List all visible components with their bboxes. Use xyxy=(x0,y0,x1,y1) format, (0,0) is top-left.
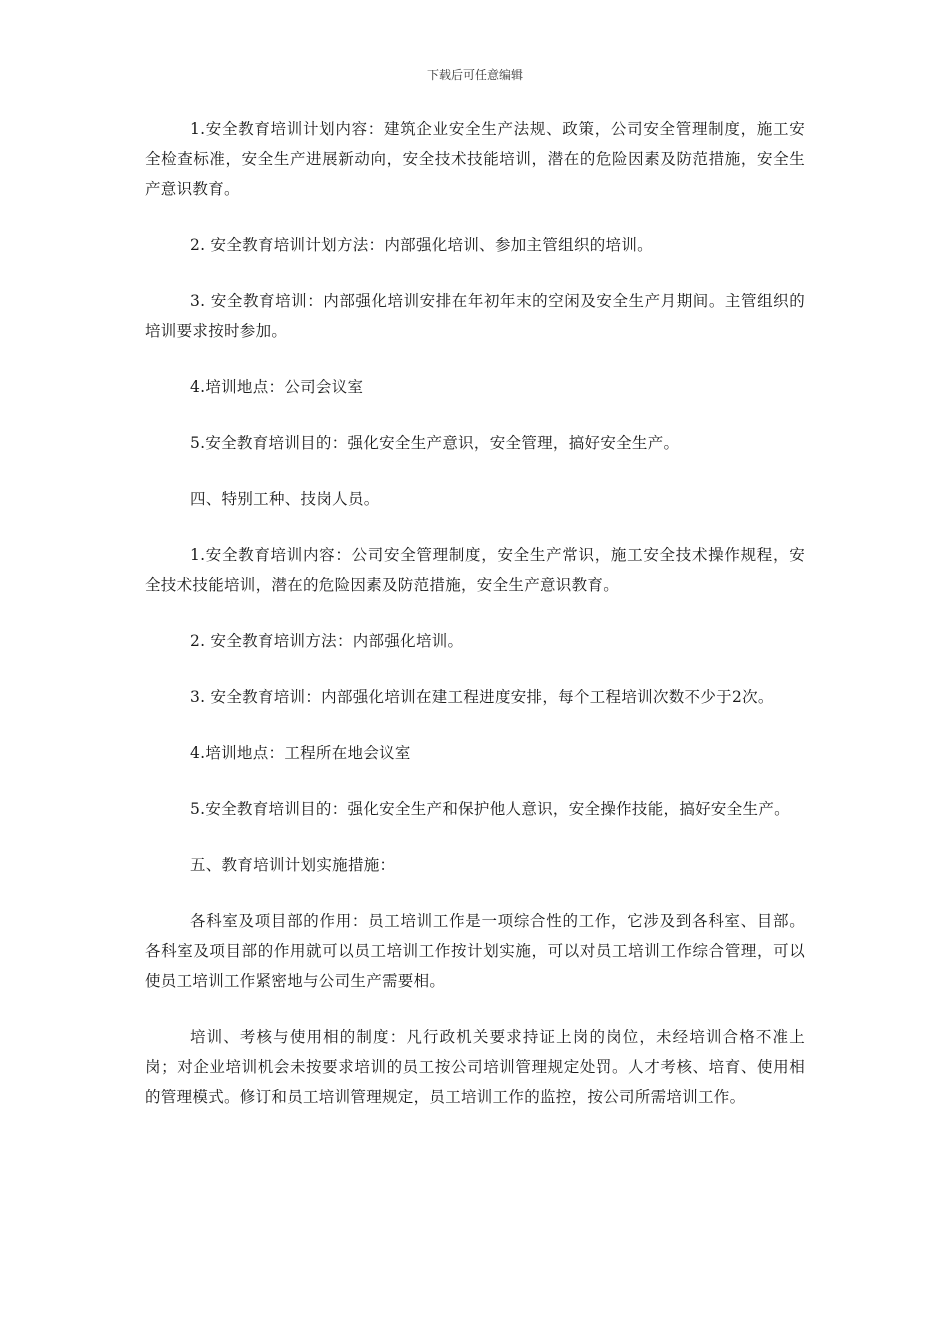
paragraph-7: 2. 安全教育培训方法：内部强化培训。 xyxy=(189,632,464,650)
document-body xyxy=(145,114,805,1138)
paragraph-11: 各科室及项目部的作用：员工培训工作是一项综合性的工作，它涉及到各科室、目部。各科室及项目部的作用就可以员工培训工作按计划实施，可以对员工培训工作综合管理，可以使员工培训工作紧密地与公司生产需要相。 xyxy=(145,912,805,990)
paragraph-5: 5.安全教育培训目的：强化安全生产意识，安全管理，搞好安全生产。 xyxy=(189,434,680,452)
paragraph-12: 培训、考核与使用相的制度：凡行政机关要求持证上岗的岗位，未经培训合格不准上岗；对企业培训机会未按要求培训的员工按公司培训管理规定处罚。人才考核、培育、使用相的管理模式。修订和员工培训管理规定，员工培训工作的监控，按公司所需培训工作。 xyxy=(145,1028,805,1106)
paragraph-1: 1.安全教育培训计划内容：建筑企业安全生产法规、政策，公司安全管理制度，施工安全检查标准，安全生产进展新动向，安全技术技能培训，潜在的危险因素及防范措施，安全生产意识教育。 xyxy=(145,120,805,198)
section-heading-5: 五、教育培训计划实施措施： xyxy=(189,856,396,874)
paragraph-2: 2. 安全教育培训计划方法：内部强化培训、参加主管组织的培训。 xyxy=(189,236,653,254)
paragraph-9: 4.培训地点：工程所在地会议室 xyxy=(189,744,411,762)
page-header-note: 下载后可任意编辑 xyxy=(426,68,523,82)
paragraph-4: 4.培训地点：公司会议室 xyxy=(189,378,364,396)
paragraph-8: 3. 安全教育培训：内部强化培训在建工程进度安排，每个工程培训次数不少于2次。 xyxy=(189,688,774,706)
paragraph-6: 1.安全教育培训内容：公司安全管理制度，安全生产常识，施工安全技术操作规程，安全技术技能培训，潜在的危险因素及防范措施，安全生产意识教育。 xyxy=(145,546,805,594)
paragraph-10: 5.安全教育培训目的：强化安全生产和保护他人意识，安全操作技能，搞好安全生产。 xyxy=(189,800,790,818)
section-heading-4: 四、特别工种、技岗人员。 xyxy=(189,490,380,508)
paragraph-3: 3. 安全教育培训：内部强化培训安排在年初年末的空闲及安全生产月期间。主管组织的培训要求按时参加。 xyxy=(145,292,805,340)
